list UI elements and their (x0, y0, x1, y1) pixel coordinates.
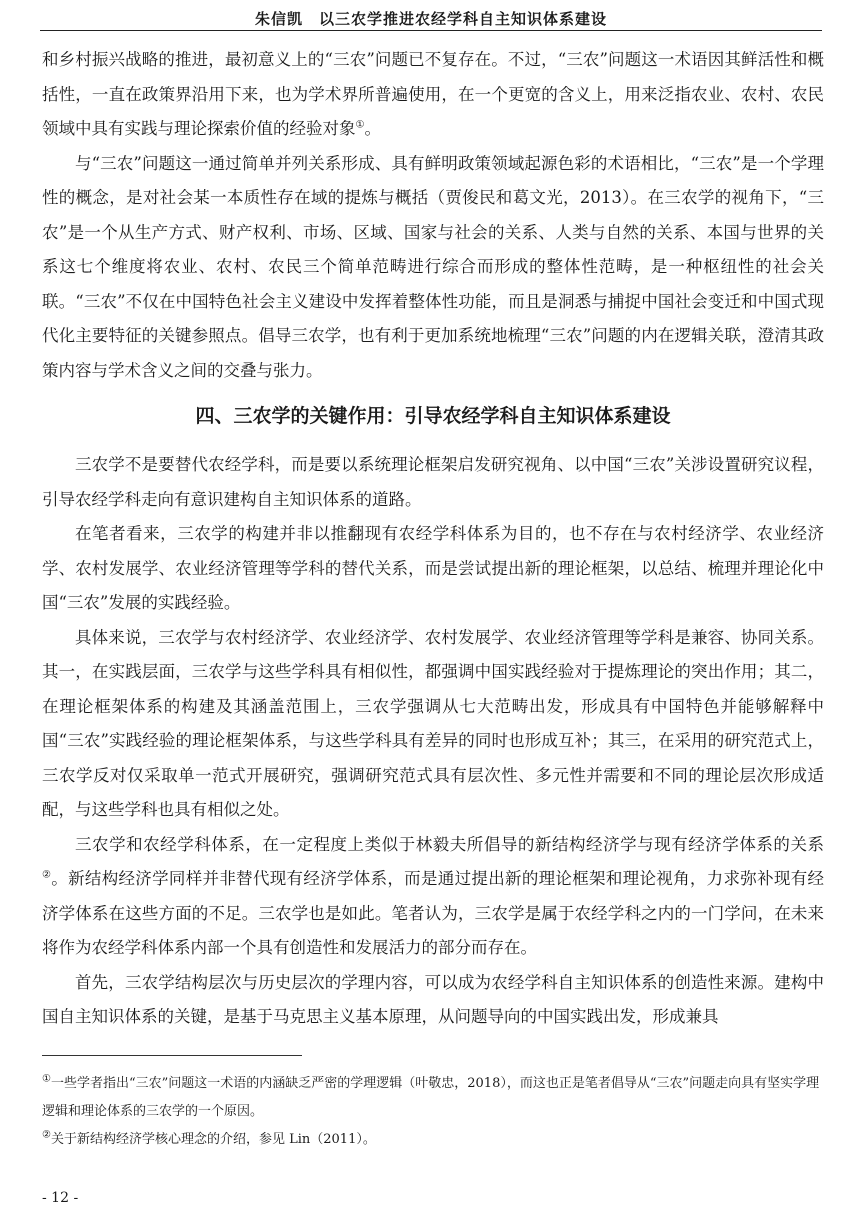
footnote-1: ①一些学者指出“三农”问题这一术语的内涵缺乏严密的学理逻辑（叶敬忠，2018），而这也正是笔者倡导从“三农”问题走向具有坚实学理逻辑和理论体系的三农学的一个原因。 (42, 1073, 820, 1119)
footnote-rule (42, 1055, 302, 1056)
section-heading: 四、三农学的关键作用：引导农经学科自主知识体系建设 (195, 405, 671, 427)
paragraph-1: 和乡村振兴战略的推进，最初意义上的“三农”问题已不复存在。不过，“三农”问题这一术语因其鲜活性和概括性，一直在政策界沿用下来，也为学术界所普遍使用，在一个更宽的含义上，用来泛指农业、农村、农民领域中具有实践与理论探索价值的经验对象①。 (42, 50, 824, 138)
page-number: - 12 - (42, 1190, 79, 1206)
paragraph-7: 首先，三农学结构层次与历史层次的学理内容，可以成为农经学科自主知识体系的创造性来源。建构中国自主知识体系的关键，是基于马克思主义基本原理，从问题导向的中国实践出发，形成兼具 (42, 972, 824, 1026)
footnote-ref-2[interactable]: ② (42, 869, 52, 881)
footnote-mark-1: ① (42, 1073, 51, 1085)
paragraph-3: 三农学不是要替代农经学科，而是要以系统理论框架启发研究视角、以中国“三农”关涉设置研究议程，引导农经学科走向有意识建构自主知识体系的道路。 (42, 455, 824, 509)
paragraph-5: 具体来说，三农学与农村经济学、农业经济学、农村发展学、农业经济管理等学科是兼容、协同关系。其一，在实践层面，三农学与这些学科具有相似性，都强调中国实践经验对于提炼理论的突出作用；其二，在理论框架体系的构建及其涵盖范围上，三农学强调从七大范畴出发，形成具有中国特色并能够解释中国“三农”实践经验的理论框架体系，与这些学科具有差异的同时也形成互补；其三，在采用的研究范式上，三农学反对仅采取单一范式开展研究，强调研究范式具有层次性、多元性并需要和不同的理论层次形成适配，与这些学科也具有相似之处。 (42, 627, 824, 819)
running-title: 朱信凯 以三农学推进农经学科自主知识体系建设 (254, 10, 607, 28)
body-text (42, 43, 824, 1035)
header-rule (40, 30, 822, 31)
footnote-2: ②关于新结构经济学核心理念的介绍，参见 Lin（2011）。 (42, 1129, 376, 1147)
footnotes (42, 1070, 824, 1154)
paragraph-6: 三农学和农经学科体系，在一定程度上类似于林毅夫所倡导的新结构经济学与现有经济学体系的关系②。新结构经济学同样并非替代现有经济学体系，而是通过提出新的理论框架和理论视角，力求弥补现有经济学体系在这些方面的不足。三农学也是如此。笔者认为，三农学是属于农经学科之内的一门学问，在未来将作为农经学科体系内部一个具有创造性和发展活力的部分而存在。 (42, 834, 825, 957)
paragraph-2: 与“三农”问题这一通过简单并列关系形成、具有鲜明政策领域起源色彩的术语相比，“三农”是一个学理性的概念，是对社会某一本质性存在域的提炼与概括（贾俊民和葛文光，2013）。在三农学的视角下，“三农”是一个从生产方式、财产权利、市场、区域、国家与社会的关系、人类与自然的关系、本国与世界的关系这七个维度将农业、农村、农民三个简单范畴进行综合而形成的整体性范畴，是一种枢纽性的社会关联。“三农”不仅在中国特色社会主义建设中发挥着整体性功能，而且是洞悉与捕捉中国社会变迁和中国式现代化主要特征的关键参照点。倡导三农学，也有利于更加系统地梳理“三农”问题的内在逻辑关联，澄清其政策内容与学术含义之间的交叠与张力。 (42, 153, 824, 380)
footnote-mark-2: ② (42, 1129, 51, 1141)
footnote-ref-1[interactable]: ① (355, 119, 365, 131)
paragraph-4: 在笔者看来，三农学的构建并非以推翻现有农经学科体系为目的，也不存在与农村经济学、农业经济学、农村发展学、农业经济管理等学科的替代关系，而是尝试提出新的理论框架，以总结、梳理并理论化中国“三农”发展的实践经验。 (42, 524, 824, 612)
